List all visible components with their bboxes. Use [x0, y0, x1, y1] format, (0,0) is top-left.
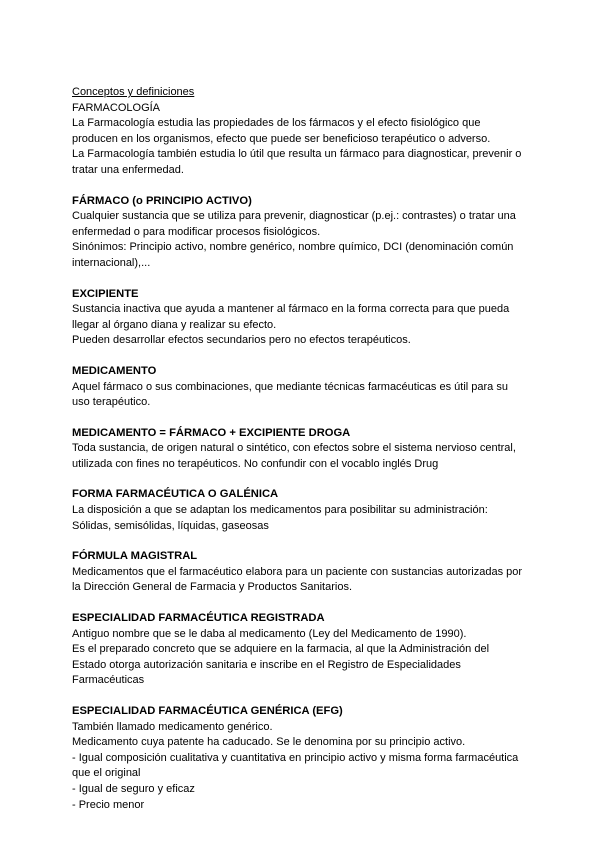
- section-title: FÓRMULA MAGISTRAL: [72, 550, 198, 563]
- section-title: MEDICAMENTO: [72, 364, 157, 377]
- section-excipiente: [72, 287, 542, 349]
- section-title: FÁRMACO (o PRINCIPIO ACTIVO): [72, 194, 252, 207]
- paragraph-line: Aquel fármaco o sus combinaciones, que mediante técnicas farmacéuticas es útil para su: [72, 380, 508, 393]
- paragraph-line: uso terapéutico.: [72, 396, 151, 409]
- paragraph-line: La Farmacología estudia las propiedades de los fármacos y el efecto fisiológico que: [72, 117, 481, 130]
- section-forma-farmaceutica: [72, 487, 542, 534]
- paragraph-line: la Dirección General de Farmacia y Productos Sanitarios.: [72, 581, 353, 594]
- paragraph-line: llegar al órgano diana y realizar su efecto.: [72, 318, 277, 331]
- paragraph-line: Cualquier sustancia que se utiliza para prevenir, diagnosticar (p.ej.: contrastes) o tratar una: [72, 210, 516, 223]
- intro-heading: Conceptos y definiciones: [72, 86, 195, 98]
- paragraph-line: internacional),...: [72, 256, 151, 269]
- paragraph-line: Antiguo nombre que se le daba al medicamento (Ley del Medicamento de 1990).: [72, 627, 467, 640]
- section-medicamento-droga: [72, 426, 542, 473]
- paragraph-line: - Igual composición cualitativa y cuantitativa en principio activo y misma forma farmacéutica: [72, 751, 519, 764]
- section-title: FORMA FARMACÉUTICA O GALÉNICA: [72, 488, 279, 501]
- paragraph-line: tratar una enfermedad.: [72, 163, 184, 176]
- section-title: EXCIPIENTE: [72, 287, 139, 300]
- section-title: MEDICAMENTO = FÁRMACO + EXCIPIENTE DROGA: [72, 426, 351, 439]
- paragraph-line: La disposición a que se adaptan los medicamentos para posibilitar su administración:: [72, 504, 488, 517]
- paragraph-line: Toda sustancia, de origen natural o sintético, con efectos sobre el sistema nervioso central,: [72, 442, 516, 455]
- paragraph-line: Medicamento cuya patente ha caducado. Se le denomina por su principio activo.: [72, 736, 466, 749]
- paragraph-line: - Precio menor: [72, 798, 145, 811]
- paragraph-line: Sólidas, semisólidas, líquidas, gaseosas: [72, 519, 269, 532]
- paragraph-line: Pueden desarrollar efectos secundarios pero no efectos terapéuticos.: [72, 334, 411, 347]
- paragraph-line: Medicamentos que el farmacéutico elabora para un paciente con sustancias autorizadas por: [72, 565, 523, 578]
- paragraph-line: utilizada con fines no terapéuticos. No confundir con el vocablo inglés Drug: [72, 457, 439, 470]
- paragraph-line: - Igual de seguro y eficaz: [72, 782, 195, 795]
- intro-title: FARMACOLOGÍA: [72, 101, 161, 114]
- section-formula-magistral: [72, 549, 542, 596]
- section-farmaco: [72, 194, 542, 272]
- paragraph-line: Estado otorga autorización sanitaria e inscribe en el Registro de Especialidades: [72, 658, 461, 671]
- paragraph-line: Sustancia inactiva que ayuda a mantener al fármaco en la forma correcta para que pueda: [72, 303, 510, 316]
- paragraph-line: que el original: [72, 767, 141, 780]
- paragraph-line: producen en los organismos, efecto que puede ser beneficioso terapéutico o adverso.: [72, 132, 491, 145]
- document-content: [72, 85, 542, 813]
- paragraph-line: La Farmacología también estudia lo útil que resulta un fármaco para diagnosticar, prevenir o: [72, 148, 522, 161]
- paragraph-line: Farmacéuticas: [72, 674, 145, 687]
- section-title: ESPECIALIDAD FARMACÉUTICA REGISTRADA: [72, 612, 325, 625]
- section-especialidad-generica: [72, 704, 542, 813]
- section-especialidad-registrada: [72, 611, 542, 689]
- section-medicamento: [72, 364, 542, 411]
- paragraph-line: Sinónimos: Principio activo, nombre genérico, nombre químico, DCI (denominación común: [72, 241, 514, 254]
- paragraph-line: enfermedad o para modificar procesos fisiológicos.: [72, 225, 321, 238]
- section-title: ESPECIALIDAD FARMACÉUTICA GENÉRICA (EFG): [72, 705, 343, 717]
- paragraph-line: También llamado medicamento genérico.: [72, 720, 273, 733]
- paragraph-line: Es el preparado concreto que se adquiere en la farmacia, al que la Administración del: [72, 643, 490, 656]
- intro-section: [72, 85, 542, 179]
